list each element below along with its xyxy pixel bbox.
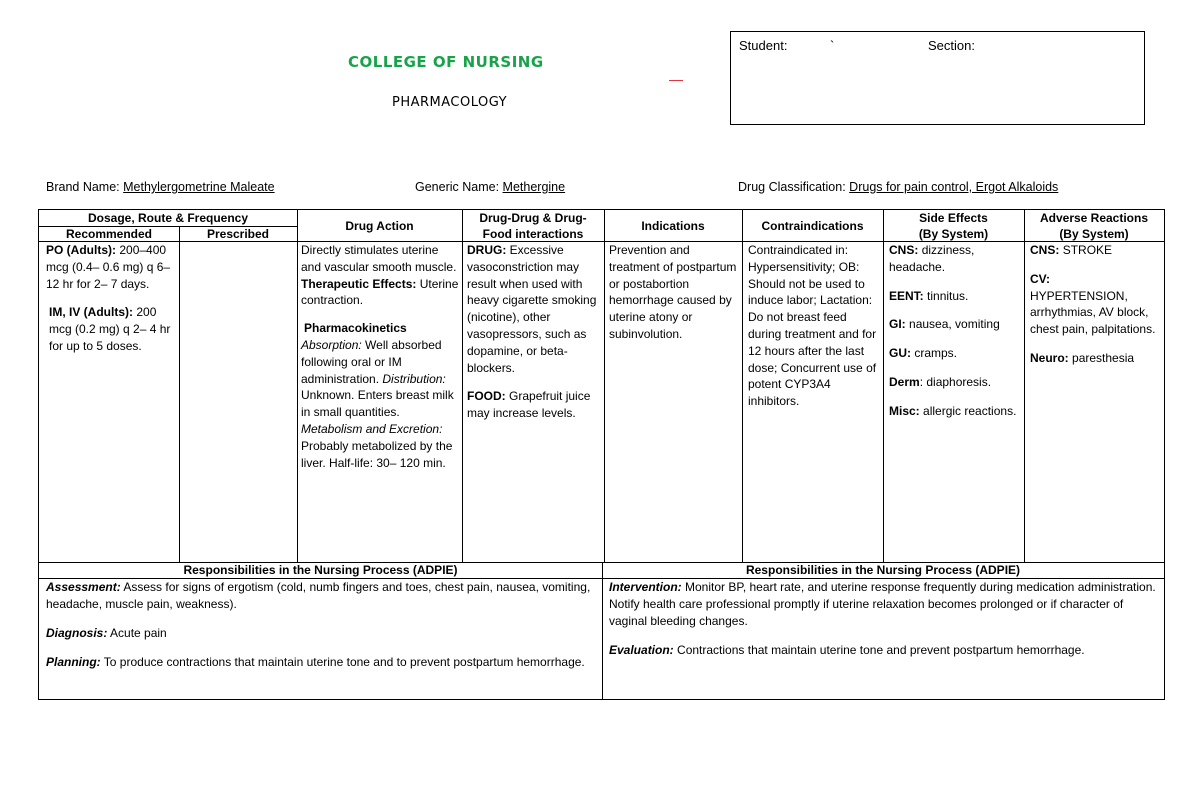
header-interactions: Drug-Drug & Drug- Food interactions	[479, 211, 587, 241]
side-effects-text: CNS: dizziness, headache. EENT: tinnitus. GI: nausea, vomiting GU: cramps. Derm: diaphoresis. Misc: allergic reactions.	[889, 243, 1017, 418]
header-recommended: Recommended	[65, 227, 153, 241]
header-side-effects: Side Effects (By System)	[918, 211, 989, 241]
contraindications-text: Contraindicated in: Hypersensitivity; OB: Should not be used to induce labor; Lactation: Do not breast feed during treatment and for 12 hours after the last dose; Concurrent use of potent CYP3A4 inhibitors.	[748, 243, 877, 409]
college-title: COLLEGE OF NURSING	[348, 53, 544, 71]
course-title: PHARMACOLOGY	[392, 95, 508, 110]
generic-name-value: Methergine	[502, 180, 566, 194]
brand-name: Brand Name: Methylergometrine Maleate	[46, 180, 275, 194]
header-drug-action: Drug Action	[345, 219, 414, 233]
adverse-reactions-text: CNS: STROKE CV: HYPERTENSION, arrhythmias, AV block, chest pain, palpitations. Neuro: paresthesia	[1030, 243, 1156, 365]
student-label: Student:	[739, 38, 788, 53]
header-adverse-reactions: Adverse Reactions (By System)	[1039, 211, 1149, 241]
header-dosage: Dosage, Route & Frequency	[87, 211, 249, 225]
student-info-box	[730, 31, 1145, 125]
drug-action-text: Directly stimulates uterine and vascular smooth muscle. Therapeutic Effects: Uterine contraction. Pharmacokinetics Absorption: Well absorbed following oral or IM administration. Distribution: Unknown. Enters breast milk in small quantities. Metabolism and Excretion: Probably metabolized by the liver. Half-life: 30– 120 min.	[301, 243, 459, 470]
brand-name-value: Methylergometrine Maleate	[123, 180, 275, 194]
section-label: Section:	[928, 38, 975, 53]
red-dash-mark	[669, 80, 683, 81]
drug-classification-value: Drugs for pain control, Ergot Alkaloids	[849, 180, 1059, 194]
student-mark: `	[830, 38, 835, 53]
responsibilities-header-left: Responsibilities in the Nursing Process (ADPIE)	[183, 563, 458, 577]
indications-text: Prevention and treatment of postpartum or postabortion hemorrhage caused by uterine atony or subinvolution.	[609, 243, 737, 341]
dosage-recommended: PO (Adults): 200–400 mcg (0.4– 0.6 mg) q 6– 12 hr for 2– 7 days. IM, IV (Adults): 200 mcg (0.2 mg) q 2– 4 hr for up to 5 doses.	[46, 243, 171, 353]
responsibilities-header-right: Responsibilities in the Nursing Process (ADPIE)	[745, 563, 1021, 577]
responsibilities-left: Assessment: Assess for signs of ergotism (cold, numb fingers and toes, chest pain, nausea, vomiting, headache, muscle pain, weakness). Diagnosis: Acute pain Planning: To produce contractions that maintain uterine tone and to prevent postpartum hemorrhage.	[46, 580, 591, 669]
drug-classification: Drug Classification: Drugs for pain control, Ergot Alkaloids	[738, 180, 1059, 194]
drug-study-table	[38, 209, 1165, 700]
responsibilities-right: Intervention: Monitor BP, heart rate, and uterine response frequently during medication administration. Notify health care professional promptly if uterine relaxation becomes prolonged or if character of vaginal bleeding changes. Evaluation: Contractions that maintain uterine tone and prevent postpartum hemorrhage.	[609, 580, 1156, 657]
generic-name: Generic Name: Methergine	[415, 180, 566, 194]
header-prescribed: Prescribed	[206, 227, 270, 241]
header-contraindications: Contraindications	[761, 219, 864, 233]
header-indications: Indications	[641, 219, 705, 233]
interactions-text: DRUG: Excessive vasoconstriction may result when used with heavy cigarette smoking (nicotine), other vasopressors, such as dopamine, or beta-blockers. FOOD: Grapefruit juice may increase levels.	[467, 243, 597, 421]
